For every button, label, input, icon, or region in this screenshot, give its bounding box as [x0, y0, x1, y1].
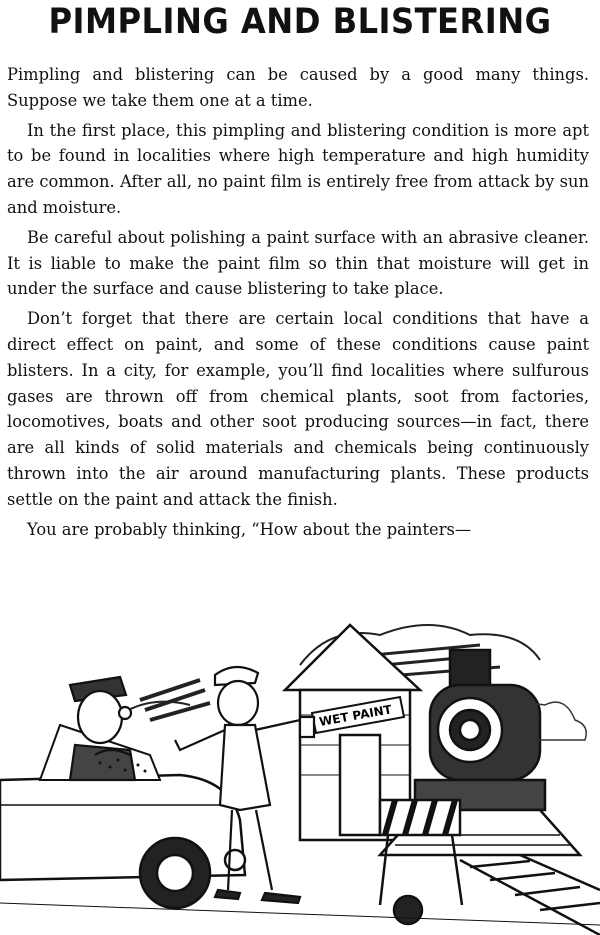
- paragraph-4: Don’t forget that there are certain local conditions that have a direct effect on paint, and some of these conditions cause paint blisters. In a city, for example, you’ll find localities where sulfurous gases are thrown off from chemical plants, soot from factories, locomotives, boats and other soot producing sources—in fact, there are all kinds of solid materials and chemicals being continuously thrown into the air around manufacturing plants. These products settle on the paint and attack the finish.: [7, 309, 589, 509]
- barricade: [380, 800, 462, 924]
- paragraph-5: You are probably thinking, “How about the painters—: [27, 519, 472, 539]
- railroad-track: [460, 855, 600, 935]
- paragraph-3: Be careful about polishing a paint surface with an abrasive cleaner. It is liable to make the paint film so thin that moisture will get in under the surface and cause blistering to take place.: [7, 227, 589, 299]
- paragraph-1: Pimpling and blistering can be caused by a good many things. Suppose we take them one at a time.: [7, 65, 589, 110]
- paragraph-2: In the first place, this pimpling and blistering condition is more apt to be found in localities where high temperature and high humidity are common. After all, no paint film is entirely free from attack by sun and moisture.: [7, 120, 589, 217]
- article-body: [7, 62, 589, 546]
- ground-line: [0, 903, 600, 925]
- cartoon-illustration: [0, 605, 600, 935]
- wet-paint-sign-text: WET PAINT: [318, 702, 393, 729]
- page-title: PIMPLING AND BLISTERING: [48, 2, 552, 42]
